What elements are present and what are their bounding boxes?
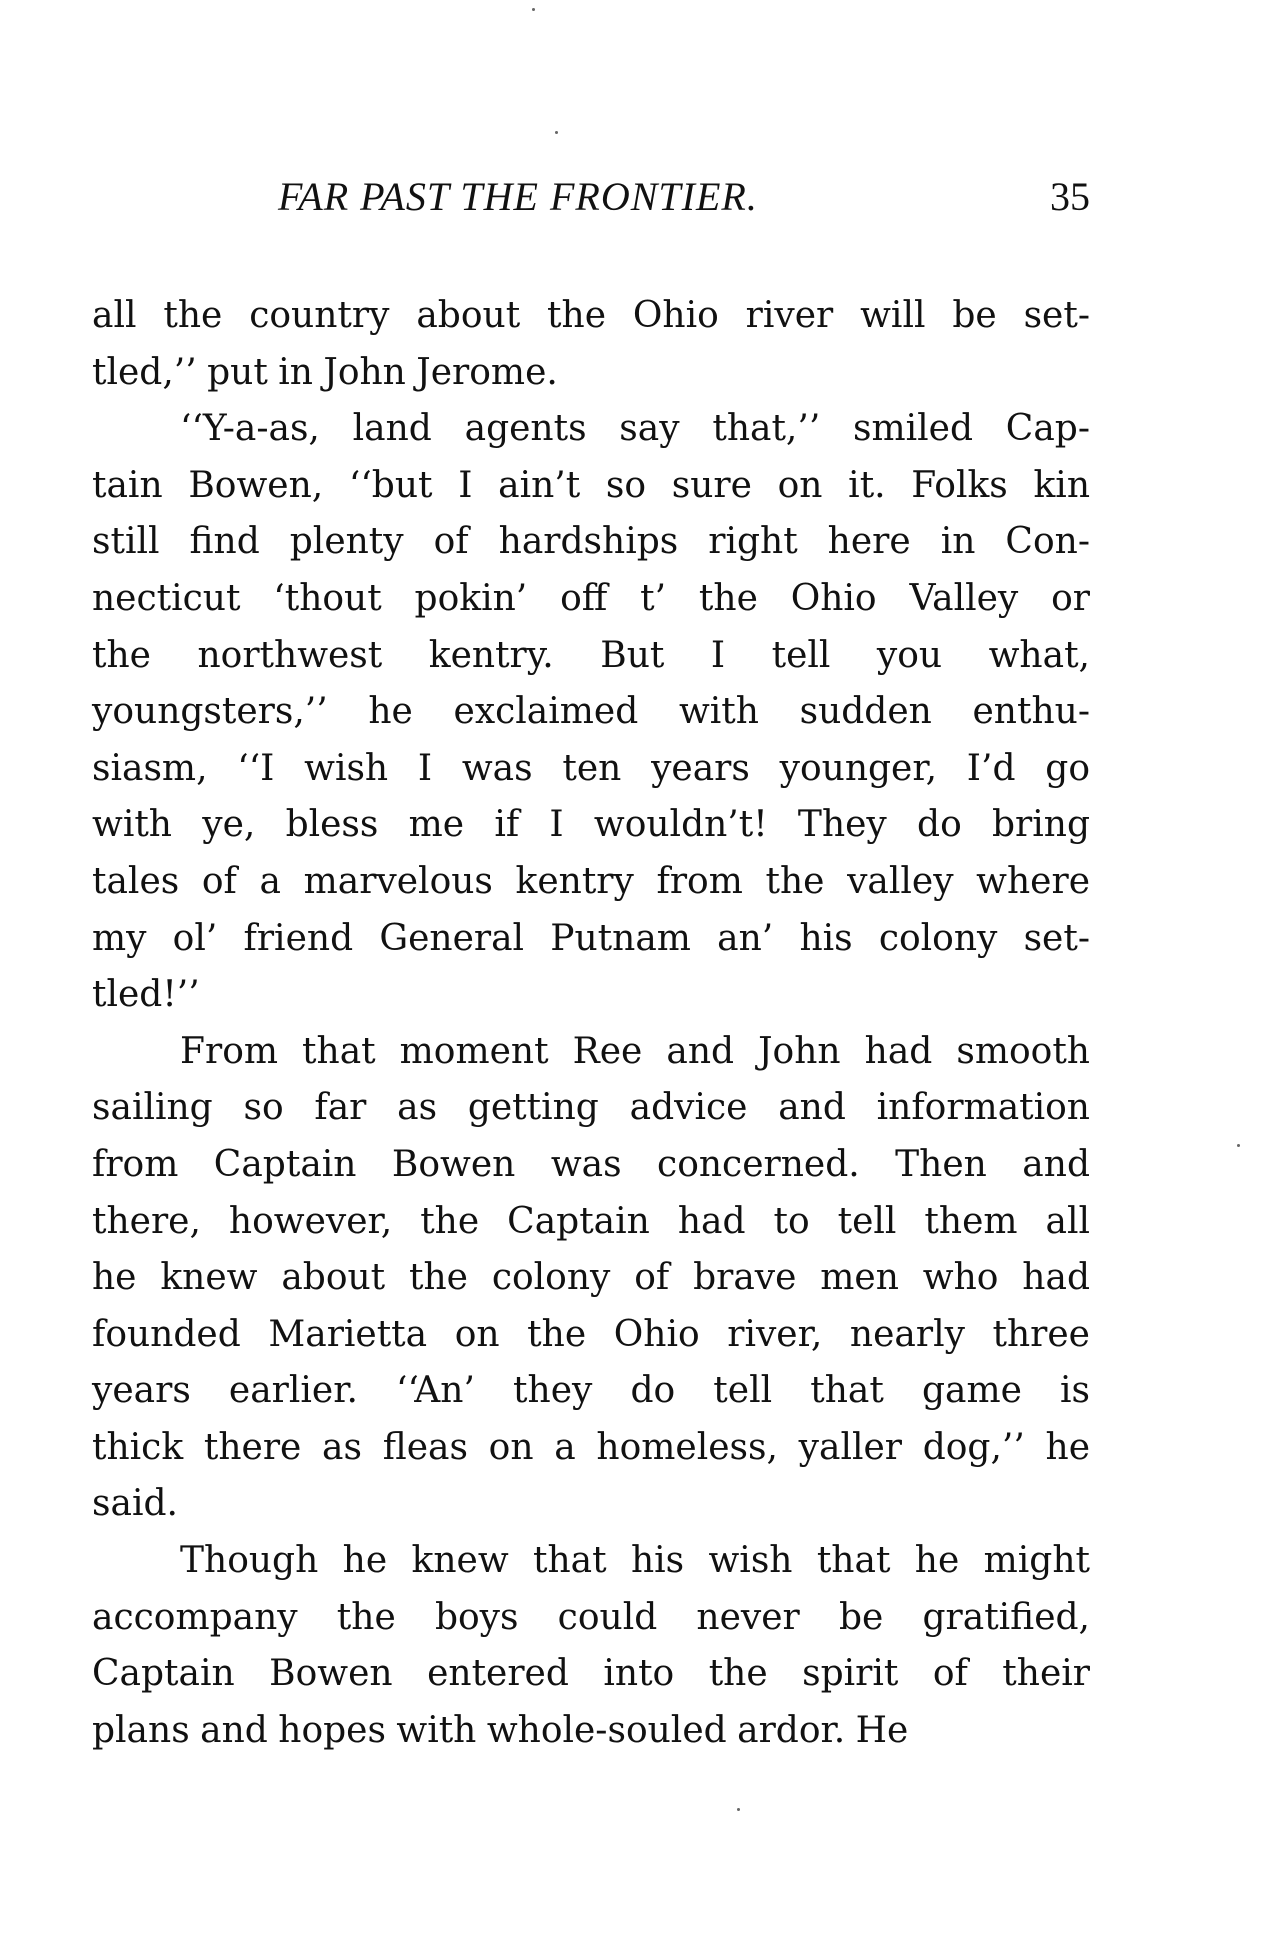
text-line: from Captain Bowen was concerned. Then and (92, 1143, 1090, 1185)
paragraph (92, 401, 1090, 1024)
paragraph (92, 288, 1090, 401)
paper-speck (532, 8, 535, 11)
text-line: the northwest kentry. But I tell you what, (92, 634, 1090, 676)
text-line: thick there as fleas on a homeless, yaller dog,’’ he (92, 1426, 1090, 1468)
text-line: my ol’ friend General Putnam an’ his colony set- (92, 917, 1090, 959)
paragraph (92, 1024, 1090, 1533)
text-line: said. (92, 1483, 178, 1525)
text-line: tled!’’ (92, 974, 200, 1016)
body-text (92, 288, 1090, 1759)
text-line: sailing so far as getting advice and information (92, 1087, 1090, 1129)
page-number: 35 (1050, 174, 1090, 219)
paper-speck (1237, 1144, 1240, 1147)
page-header (92, 172, 1090, 222)
text-line: siasm, ‘‘I wish I was ten years younger, I’d go (92, 747, 1090, 789)
text-line: tled,’’ put in John Jerome. (92, 351, 558, 393)
text-line: tain Bowen, ‘‘but I ain’t so sure on it. Folks kin (92, 464, 1090, 506)
paper-speck (555, 131, 558, 134)
text-line: youngsters,’’ he exclaimed with sudden enthu- (92, 691, 1090, 733)
paper-speck (737, 1808, 740, 1811)
paragraph (92, 1533, 1090, 1759)
text-line: years earlier. ‘‘An’ they do tell that game is (92, 1370, 1090, 1412)
text-line: necticut ‘thout pokin’ off t’ the Ohio Valley or (92, 577, 1090, 619)
text-line: all the country about the Ohio river will be set- (92, 295, 1090, 336)
text-line: tales of a marvelous kentry from the valley where (92, 860, 1090, 902)
text-line: he knew about the colony of brave men who had (92, 1257, 1090, 1299)
text-line: ‘‘Y-a-as, land agents say that,’’ smiled Cap- (180, 408, 1090, 450)
text-line: founded Marietta on the Ohio river, nearly three (92, 1313, 1090, 1355)
text-line: there, however, the Captain had to tell them all (92, 1200, 1090, 1242)
text-line: accompany the boys could never be gratified, (92, 1596, 1090, 1638)
running-title: FAR PAST THE FRONTIER. (278, 174, 758, 219)
text-line: plans and hopes with whole-souled ardor. He (92, 1709, 909, 1751)
text-line: Though he knew that his wish that he might (180, 1540, 1090, 1582)
text-line: with ye, bless me if I wouldn’t! They do bring (92, 804, 1090, 846)
text-line: From that moment Ree and John had smooth (180, 1030, 1090, 1072)
text-line: Captain Bowen entered into the spirit of their (92, 1653, 1090, 1695)
text-line: still find plenty of hardships right here in Con- (92, 521, 1090, 563)
